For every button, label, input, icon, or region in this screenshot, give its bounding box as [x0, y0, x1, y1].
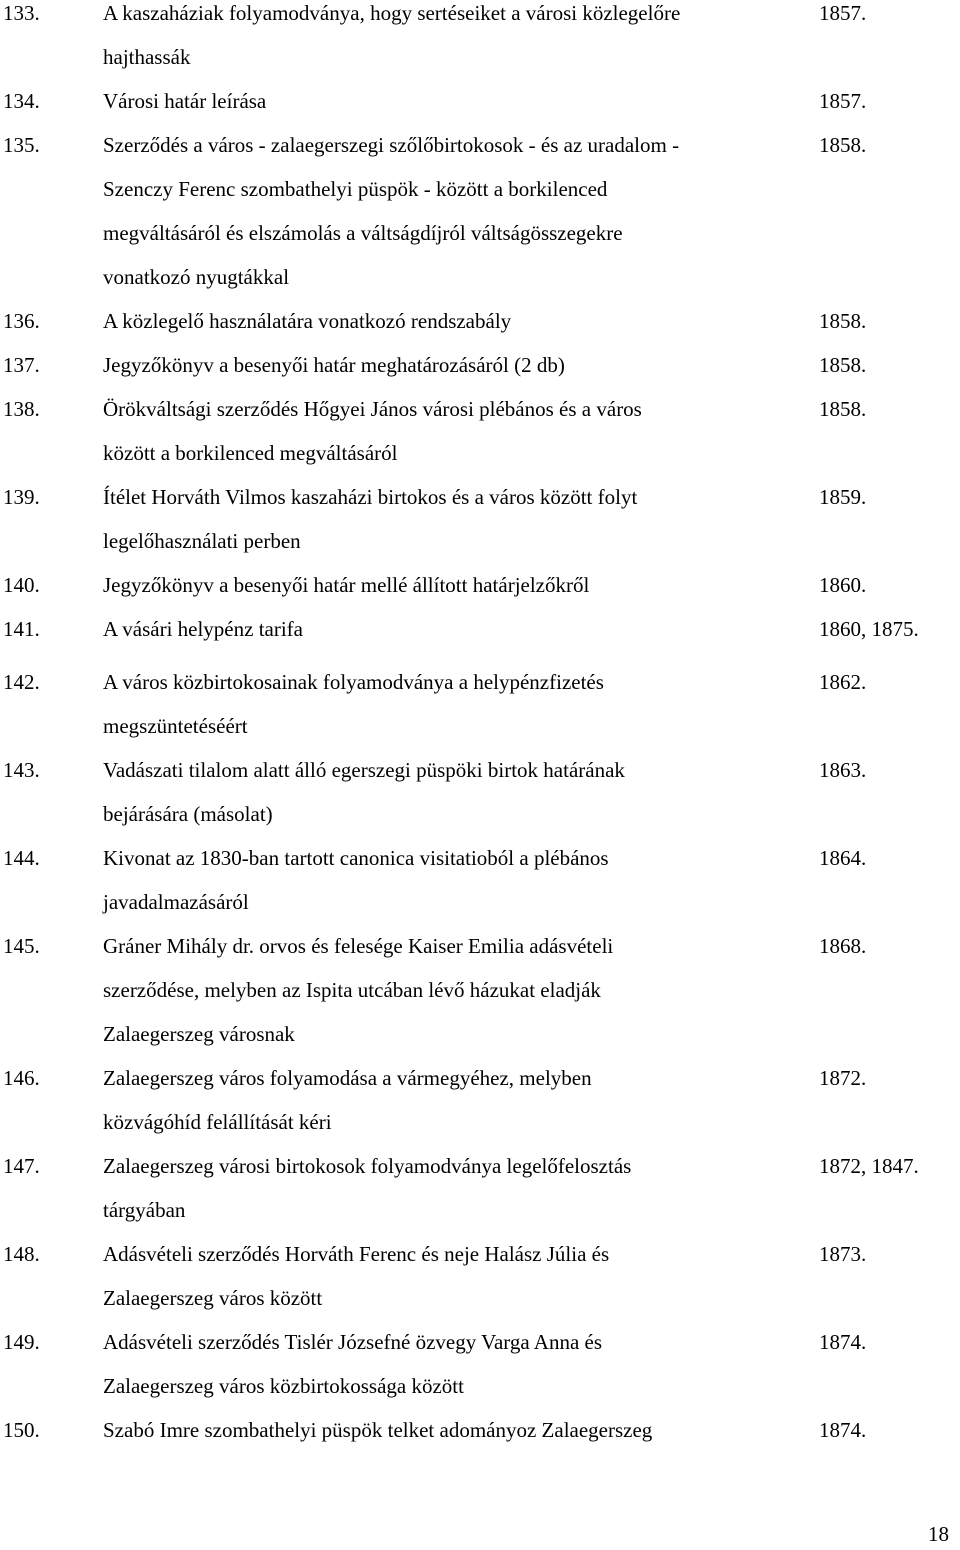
entry-title — [103, 748, 808, 836]
entry-number: 146. — [3, 1066, 40, 1090]
entry-title-line: Szerződés a város - zalaegerszegi szőlőbirtokosok - és az uradalom - — [103, 133, 680, 157]
entry-year: 1858. — [819, 353, 867, 377]
entry-year: 1863. — [819, 758, 867, 782]
entry-title-line: Örökváltsági szerződés Hőgyei János városi plébános és a város — [103, 397, 642, 421]
entry-year: 1858. — [819, 309, 867, 333]
entry-title-line: megszüntetéséért — [103, 714, 248, 738]
entry-number: 138. — [3, 397, 40, 421]
entry-number: 145. — [3, 934, 40, 958]
entry-year: 1868. — [819, 934, 867, 958]
entry-number: 150. — [3, 1418, 40, 1442]
page-number: 18 — [928, 1522, 949, 1546]
entry-number: 143. — [3, 758, 40, 782]
entry-number: 144. — [3, 846, 40, 870]
entry-number: 147. — [3, 1154, 40, 1178]
entry-number: 141. — [3, 617, 40, 641]
entry-title-line: Kivonat az 1830-ban tartott canonica visitatioból a plébános — [103, 846, 609, 870]
entry-title-line: Szabó Imre szombathelyi püspök telket adományoz Zalaegerszeg — [103, 1418, 653, 1442]
entry-title-line: Jegyzőkönyv a besenyői határ mellé állított határjelzőkről — [103, 573, 590, 597]
entry-title-line: Zalaegerszeg város közbirtokossága között — [103, 1374, 464, 1398]
entry-title — [103, 79, 808, 123]
entry-title-line: közvágóhíd felállítását kéri — [103, 1110, 332, 1134]
entry-year: 1858. — [819, 133, 867, 157]
entry-title — [103, 387, 808, 475]
entry-title-line: Jegyzőkönyv a besenyői határ meghatározásáról (2 db) — [103, 353, 565, 377]
entry-title-line: tárgyában — [103, 1198, 186, 1222]
entry-title-line: Városi határ leírása — [103, 89, 267, 113]
entry-title — [103, 836, 808, 924]
entry-title-line: Vadászati tilalom alatt álló egerszegi püspöki birtok határának — [103, 758, 625, 782]
entry-number: 142. — [3, 670, 40, 694]
entry-title-line: A kaszaháziak folyamodványa, hogy sertéseiket a városi közlegelőre — [103, 1, 681, 25]
entry-year: 1857. — [819, 1, 867, 25]
entry-title-line: bejárására (másolat) — [103, 802, 273, 826]
entry-title-line: vonatkozó nyugtákkal — [103, 265, 290, 289]
entry-year: 1864. — [819, 846, 867, 870]
entry-number: 136. — [3, 309, 40, 333]
entry-title-line: hajthassák — [103, 45, 191, 69]
entry-title — [103, 660, 808, 748]
entry-number: 134. — [3, 89, 40, 113]
entry-title-line: A közlegelő használatára vonatkozó rendszabály — [103, 309, 512, 333]
entry-number: 133. — [3, 1, 40, 25]
entry-year: 1873. — [819, 1242, 867, 1266]
entry-title — [103, 563, 808, 607]
entry-year: 1860, 1875. — [819, 617, 919, 641]
entry-title-line: A vásári helypénz tarifa — [103, 617, 303, 641]
entry-title — [103, 1144, 808, 1232]
entry-title-line: Gráner Mihály dr. orvos és felesége Kaiser Emilia adásvételi — [103, 934, 614, 958]
entry-number: 149. — [3, 1330, 40, 1354]
entry-year: 1860. — [819, 573, 867, 597]
entry-title-line: Ítélet Horváth Vilmos kaszaházi birtokos és a város között folyt — [103, 485, 638, 509]
entry-title-line: Adásvételi szerződés Tislér Józsefné özvegy Varga Anna és — [103, 1330, 603, 1354]
entry-year: 1872, 1847. — [819, 1154, 919, 1178]
entry-title-line: Zalaegerszeg városi birtokosok folyamodványa legelőfelosztás — [103, 1154, 632, 1178]
entry-title — [103, 1320, 808, 1408]
entry-title — [103, 0, 808, 79]
entry-title-line: Zalaegerszeg város között — [103, 1286, 323, 1310]
entry-title-line: A város közbirtokosainak folyamodványa a helypénzfizetés — [103, 670, 604, 694]
entry-year: 1872. — [819, 1066, 867, 1090]
entry-title-line: Adásvételi szerződés Horváth Ferenc és neje Halász Júlia és — [103, 1242, 610, 1266]
entry-year: 1859. — [819, 485, 867, 509]
entry-title-line: megváltásáról és elszámolás a váltságdíjról váltságösszegekre — [103, 221, 623, 245]
entry-title — [103, 607, 808, 651]
entry-title-line: javadalmazásáról — [103, 890, 249, 914]
entry-title — [103, 475, 808, 563]
entry-year: 1857. — [819, 89, 867, 113]
entry-title-line: Zalaegerszeg város folyamodása a vármegyéhez, melyben — [103, 1066, 592, 1090]
entry-number: 148. — [3, 1242, 40, 1266]
entry-year: 1874. — [819, 1330, 867, 1354]
entry-number: 135. — [3, 133, 40, 157]
entry-title-line: szerződése, melyben az Ispita utcában lévő házukat eladják — [103, 978, 601, 1002]
entry-title-line: Szenczy Ferenc szombathelyi püspök - között a borkilenced — [103, 177, 608, 201]
entry-number: 137. — [3, 353, 40, 377]
entry-number: 140. — [3, 573, 40, 597]
entry-year: 1858. — [819, 397, 867, 421]
entry-number: 139. — [3, 485, 40, 509]
entry-year: 1874. — [819, 1418, 867, 1442]
entry-title — [103, 1232, 808, 1320]
entry-title — [103, 924, 808, 1056]
entry-title-line: Zalaegerszeg városnak — [103, 1022, 295, 1046]
entry-year: 1862. — [819, 670, 867, 694]
entry-title — [103, 123, 808, 299]
entry-title — [103, 299, 808, 343]
entry-title — [103, 343, 808, 387]
entry-title-line: legelőhasználati perben — [103, 529, 301, 553]
entry-title — [103, 1056, 808, 1144]
entry-title-line: között a borkilenced megváltásáról — [103, 441, 398, 465]
entry-title — [103, 1408, 808, 1452]
